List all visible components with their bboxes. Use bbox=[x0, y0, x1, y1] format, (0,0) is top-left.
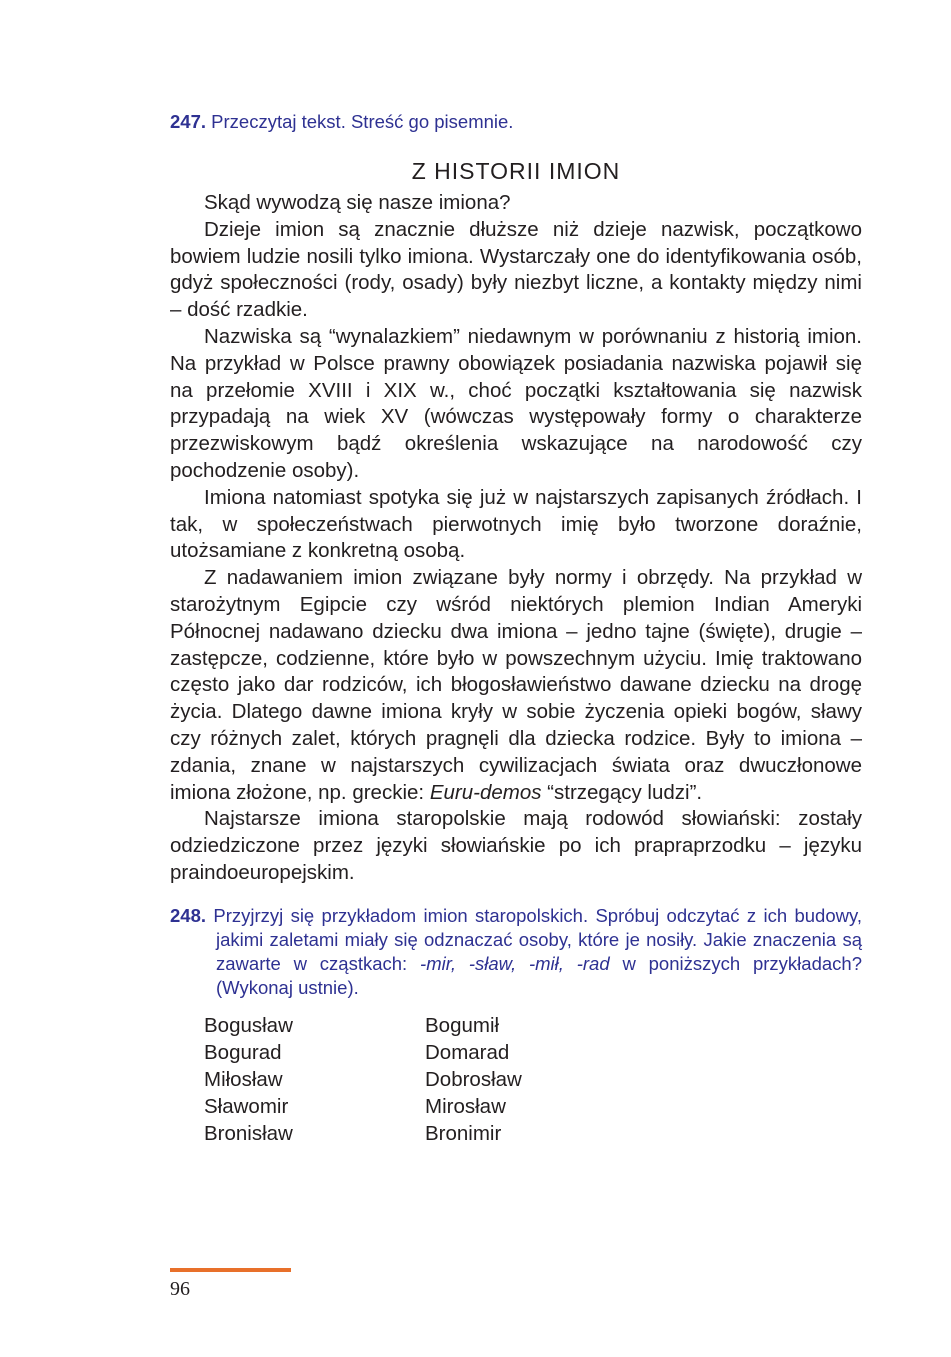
name-item: Bronisław bbox=[204, 1122, 293, 1145]
task-247-instruction: Przeczytaj tekst. Streść go pisemnie. bbox=[206, 111, 514, 132]
main-text bbox=[170, 190, 862, 887]
names-left-column bbox=[204, 1012, 404, 1147]
paragraph-3: Nazwiska są “wynalazkiem” niedawnym w porównaniu z historią imion. Na przykład w Polsce prawny obowiązek posiadania nazwiska pojawił się na przełomie XVIII i XIX w., choć początki kształtowania się nazwisk przypadają na wiek XV (wówczas występowały formy o charakterze przezwiskowym bądź określenia wskazujące na narodowość czy pochodzenie osoby). bbox=[170, 324, 862, 482]
paragraph-5 bbox=[170, 565, 862, 806]
paragraph-4: Imiona natomiast spotyka się już w najstarszych zapisanych źródłach. I tak, w społeczeństwach pierwotnych imię było tworzone doraźnie, utożsamiane z konkretną osobą. bbox=[170, 485, 862, 563]
name-item: Miłosław bbox=[204, 1068, 283, 1091]
section-title: Z HISTORII IMION bbox=[411, 158, 621, 184]
paragraph-5-end: “strzegący ludzi”. bbox=[541, 780, 703, 804]
page-number: 96 bbox=[170, 1278, 190, 1300]
name-item: Bogumił bbox=[425, 1014, 500, 1037]
task-248-body bbox=[170, 904, 862, 1000]
task-248-instruction: Przyjrzyj się przykładom imion staropolskich. Spróbuj odczytać z ich budowy, jakimi zaletami miały się odznaczać osoby, które je nosiły. Jakie znaczenia są zawarte w cząstkach: bbox=[206, 905, 862, 974]
name-item: Mirosław bbox=[425, 1095, 506, 1118]
paragraph-5-italic: Euru-demos bbox=[429, 780, 542, 804]
task-248-number: 248. bbox=[170, 905, 207, 926]
task-248-suffixes: -mir, -sław, -mił, -rad bbox=[420, 953, 610, 974]
footer-accent-bar bbox=[170, 1268, 291, 1272]
task-248-instruction-end: w poniższych przykładach? (Wykonaj ustnie). bbox=[216, 953, 862, 998]
task-247-number: 247. bbox=[170, 111, 207, 132]
name-item: Domarad bbox=[425, 1041, 510, 1064]
name-item: Bogusław bbox=[204, 1014, 293, 1037]
name-item: Sławomir bbox=[204, 1095, 289, 1118]
task-247 bbox=[170, 110, 862, 134]
name-item: Dobrosław bbox=[425, 1068, 522, 1091]
task-248 bbox=[170, 904, 862, 1000]
name-item: Bronimir bbox=[425, 1122, 502, 1145]
paragraph-6: Najstarsze imiona staropolskie mają rodowód słowiański: zostały odziedziczone przez języki słowiańskie po ich prapraprzodku – języku praindoeuropejskim. bbox=[170, 807, 862, 884]
paragraph-5-text: Z nadawaniem imion związane były normy i obrzędy. Na przykład w starożytnym Egipcie czy wśród niektórych plemion Indian Ameryki Północnej nadawano dziecku dwa imiona – jedno tajne (święte), drugie – zastępcze, codzienne, które było w powszechnym użyciu. Imię traktowano często jako dar rodziców, ich błogosławieństwo dawane dziecku na drogę życia. Dlatego dawne imiona kryły w sobie życzenia opieki bogów, sławy czy różnych zalet, których pragnęli dla dziecka rodzice. Były to imiona – zdania, znane w najstarszych cywilizacjach świata oraz dwuczłonowe imiona złożone, np. greckie: bbox=[170, 566, 862, 804]
paragraph-2: Dzieje imion są znacznie dłuższe niż dzieje nazwisk, początkowo bowiem ludzie nosili tylko imiona. Wystarczały one do identyfikowania osób, gdyż społeczności (rody, osady) były niezbyt liczne, a kontakty między nimi – dość rzadkie. bbox=[170, 217, 862, 322]
name-item: Bogurad bbox=[204, 1041, 282, 1064]
paragraph-1: Skąd wywodzą się nasze imiona? bbox=[204, 191, 511, 214]
names-right-column bbox=[425, 1012, 625, 1147]
